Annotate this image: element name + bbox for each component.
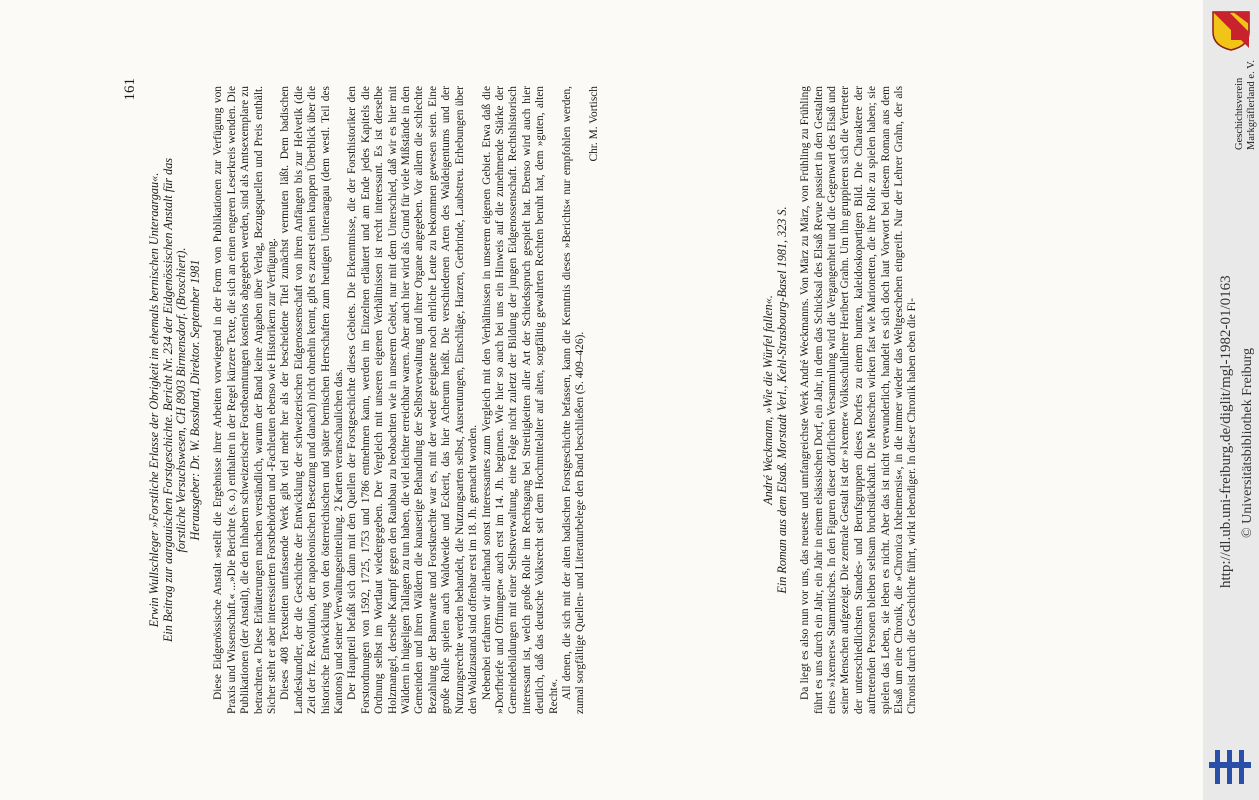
page-content xyxy=(122,70,1082,730)
copyright-notice: © Universitätsbibliothek Freiburg xyxy=(1240,347,1255,538)
review-body xyxy=(212,86,587,714)
university-library-logo-icon xyxy=(1209,748,1251,786)
paragraph: Nebenbei erfahren wir allerhand sonst Interessantes zum Vergleich mit den Verhältnissen in unserem eigenen Gebiet. Etwa daß die »Dorfbriefe und Offnungen« auch erst im 14. Jh. beginnen. Wie hier so auch bei uns ein Hinweis auf die zunehmende Stärke der Gemeindebildungen mit einer Selbstverwaltung, eine Folge nicht zuletzt der Bildung der jungen Eidgenossenschaft. Rechtshistorisch interessant ist, welch große Rolle im Rechtsgang bei Streitigkeiten aller Art der Schiedsspruch gespielt hat. Ebenso wird auch hier deutlich, daß das deutsche Volksrecht seit dem Hochmittelalter auf alten, sorgfältig gewahrten Rechten beruht hat, dem »guten, alten Recht«. xyxy=(480,86,560,714)
review-header xyxy=(762,86,789,714)
review-wullschleger xyxy=(148,86,601,714)
page-number: 161 xyxy=(121,78,138,101)
paragraph: Dieses 408 Textseiten umfassende Werk gibt viel mehr her als der bescheidene Titel zunächst vermuten läßt. Dem badischen Landeskundler, der die Geschichte der Entwicklung der schweizerischen Eidgenossenschaft von ihren Anfängen bis zur Helvetik (die Zeit der frz. Revolution, der napoleonischen Besetzung und danach) nicht ohnehin kennt, gibt es zuerst einen knappen Überblick über die historische Entwicklung von den österreichischen und später bernischen Herrschaften zum heutigen Unteraargau (dem westl. Teil des Kantons) und seiner Verwaltungseinteilung. 2 Karten veranschaulichen das. xyxy=(278,86,345,714)
review-header-line: André Weckmann, »Wie die Würfel fallen«. xyxy=(760,295,775,505)
coat-of-arms-icon xyxy=(1209,8,1253,52)
club-name-line1: Geschichtsverein xyxy=(1234,77,1245,150)
review-header-line: Ein Beitrag zur aargauischen Forstgeschichte. Bericht Nr. 234 der Eidgenössischen Anstalt für das xyxy=(160,157,175,643)
reviewer-signature: Chr. M. Vortisch xyxy=(587,86,600,162)
review-header-line: Ein Roman aus dem Elsaß. Morstadt Verl., Kehl-Strasbourg-Basel 1981, 323 S. xyxy=(774,206,789,594)
paragraph: Diese Eidgenössische Anstalt »stellt die Ergebnisse ihrer Arbeiten vorwiegend in der Form von Publikationen zur Verfügung von Praxis und Wissenschaft.« ...»Die Berichte (s. o.) enthalten in der Regel kürzere Texte, die sich an einen engeren Leserkreis wenden. Die Publikationen (der Anstalt), die den Inhabern schweizerischer Forstbeamtungen kostenlos abgegeben werden, sind als Amtsexemplare zu betrachten.« Diese Erläuterungen machen verständlich, warum der Band keine Angaben über Verlag, Bezugsquellen und Preis enthält. Sicher steht er aber interessierten Forstbehörden und -Fachleuten ebenso wie Historikern zur Verfügung. xyxy=(211,86,278,714)
paragraph: Da liegt es also nun vor uns, das neueste und umfangreichste Werk André Weckmanns. Von März zu März, von Frühling zu Frühling führt es uns durch ein Jahr, ein Jahr in einem elsässischen Dorf, ein Jahr, in dem das Schicksal des Elsaß Revue passiert in den Gestalten eines »Ixemers« Stammtisches. In den Figuren dieser dörflichen Versammlung wird die Vergangenheit und die Gegenwart des Elsaß und seiner Menschen aufgezeigt. Die zentrale Gestalt ist der »Ixemer« Volksschullehrer Heribert Grahn. Um ihn gruppieren sich die Vertreter der unterschiedlichsten Standes- und Berufsgruppen dieses Dorfes zu einem bunten, kaleidoskopartigen Bild. Die Charaktere der auftretenden Personen bleiben seltsam bruchstückhaft. Die Menschen wirken fast wie Marionetten, die ihre Rolle zu spielen haben; sie spielen das Leben, sie leben es nicht. Aber das ist nicht verwunderlich, handelt es sich doch laut Vorwort bei diesem Roman aus dem Elsaß um eine Chronik, die »Chronica Ixheimensis«, in die immer wieder das Weltgeschehen eingreift. Nur der Lehrer Grahn, der als Chronist durch die Geschichte führt, wirkt lebendiger. In dieser Chronik haben eben die Fi- xyxy=(798,86,918,714)
review-body xyxy=(799,86,920,714)
paragraph: Der Hauptteil befaßt sich dann mit den Quellen der Forstgeschichte dieses Gebiets. Die Erkenntnisse, die der Forsthistoriker den Forstordnungen von 1592, 1725, 1753 und 1786 entnehmen kann, werden im Einzelnen erläutert und am Ende jedes Kapitels die Ordnung selbst im Wortlaut wiedergegeben. Der Vergleich mit unseren eigenen Verhältnissen ist recht interessant. Es ist derselbe Holzmangel, derselbe Kampf gegen den Raubbau zu beobachten wie in unserem Gebiet, nur mit dem Unterschied, daß wir es hier mit Wäldern in hügeligen Tallagen zu tun haben, die viel leichter erreichbar waren. Aber auch hier wird als Grund für viele Mißstände in den Gemeinden und ihren Wäldern die knauserige Behandlung der Selbstverwaltung und ihrer Organe angegeben. Vor allem die schlechte Bezahlung der Bannwarte und Forstknechte war es, mit der weder geeignete noch ehrliche Leute zu bekommen gewesen seien. Eine große Rolle spielen auch Waldweide und Eckerit, das hier Acherum heißt. Die verschiedenen Arten des Waldeigentums und der Nutzungsrechte werden behandelt, die Nutzungsarten selbst, Ausreutungen, Einschläge, Harzen, Gerbrinde, Laubstreu. Erhebungen über den Waldzustand sind offenbar erst im 18. Jh. gemacht worden. xyxy=(345,86,479,714)
review-header xyxy=(148,86,202,714)
review-header-line: forstliche Versuchswesen, CH 8903 Birmensdorf. (Broschiert). xyxy=(173,247,188,553)
permalink-url[interactable]: http://dl.ub.uni-freiburg.de/diglit/mgl-1982-01/0163 xyxy=(1218,275,1234,588)
club-name-line2: Markgräflerland e. V. xyxy=(1246,60,1257,150)
review-weckmann xyxy=(762,86,920,714)
paragraph: All denen, die sich mit der alten badischen Forstgeschichte befassen, kann die Kenntnis dieses »Berichts« nur empfohlen werden, zumal sorgfältige Quellen- und Literaturbelege den Band beschließen (S. 409–426). xyxy=(560,86,586,714)
review-header-line: Erwin Wullschleger »Forstliche Erlasse der Obrigkeit im ehemals bernischen Unteraargau«. xyxy=(146,172,161,628)
review-header-line: Herausgeber: Dr. W. Bosshard, Direktor. September 1981 xyxy=(187,259,202,541)
